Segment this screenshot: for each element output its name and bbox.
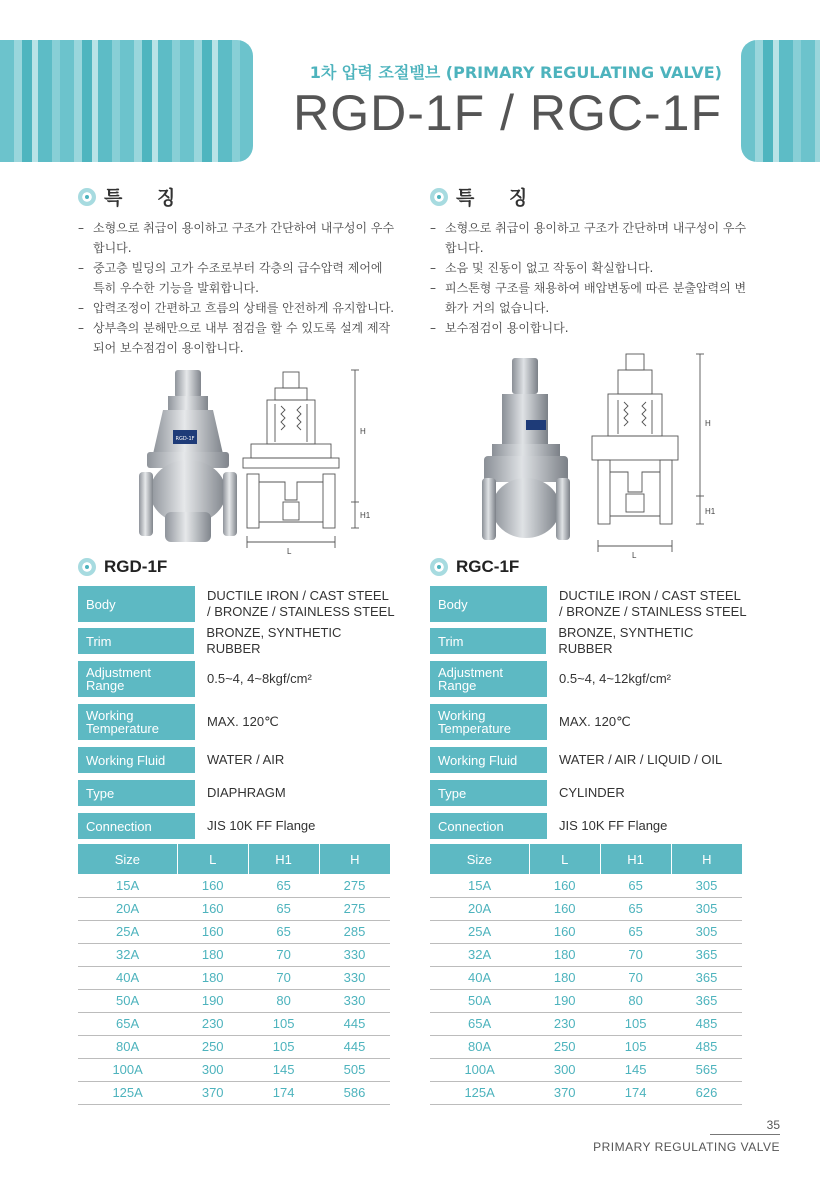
table-cell: 65	[600, 874, 671, 897]
table-cell: 180	[177, 943, 248, 966]
table-cell: 160	[177, 874, 248, 897]
table-cell: 174	[248, 1081, 319, 1104]
table-cell: 70	[248, 943, 319, 966]
table-cell: 330	[319, 943, 390, 966]
feature-item: – 소음 및 진동이 없고 작동이 확실합니다.	[430, 258, 748, 278]
footer-divider	[710, 1134, 780, 1135]
table-row	[430, 943, 742, 966]
dim-label-l: L	[632, 551, 637, 560]
footer-label: PRIMARY REGULATING VALVE	[593, 1140, 780, 1154]
table-cell: 250	[177, 1035, 248, 1058]
table-cell: 70	[600, 943, 671, 966]
spec-row	[430, 625, 750, 656]
table-cell: 50A	[430, 989, 529, 1012]
spec-row	[78, 813, 398, 839]
section-bullet-icon	[430, 558, 448, 576]
column-header: Size	[430, 844, 529, 874]
features-heading: 특 징	[104, 187, 190, 209]
table-cell: 15A	[78, 874, 177, 897]
dim-label-h1: H1	[705, 507, 716, 516]
table-cell: 105	[600, 1012, 671, 1035]
table-row	[78, 1035, 390, 1058]
table-cell: 20A	[78, 897, 177, 920]
svg-text:RGD-1F: RGD-1F	[175, 436, 195, 442]
spec-value: MAX. 120℃	[207, 714, 279, 729]
feature-item: – 피스톤형 구조를 채용하여 배압변동에 따른 분출압력의 변화가 거의 없습니다.	[430, 278, 748, 318]
nameplate	[526, 420, 546, 430]
table-row	[430, 989, 742, 1012]
table-cell: 230	[177, 1012, 248, 1035]
spec-value: DUCTILE IRON / CAST STEEL / BRONZE / STAINLESS STEEL	[207, 588, 395, 619]
spec-table-right	[430, 586, 750, 846]
table-cell: 174	[600, 1081, 671, 1104]
dimension-table-left	[78, 844, 390, 1105]
table-cell: 180	[529, 943, 600, 966]
table-cell: 285	[319, 920, 390, 943]
spec-value: WATER / AIR / LIQUID / OIL	[559, 752, 723, 767]
table-cell: 180	[177, 966, 248, 989]
spec-label: Adjustment Range	[78, 661, 195, 697]
spec-label: Adjustment Range	[430, 661, 547, 697]
spec-row	[430, 747, 750, 773]
table-cell: 65	[248, 920, 319, 943]
page-subtitle: 1차 압력 조절밸브 (PRIMARY REGULATING VALVE)	[309, 63, 722, 82]
features-section-right	[430, 183, 748, 338]
feature-item: – 압력조정이 간편하고 흐름의 상태를 안전하게 유지합니다.	[78, 298, 396, 318]
table-row	[430, 1058, 742, 1081]
table-cell: 445	[319, 1012, 390, 1035]
table-cell: 80A	[78, 1035, 177, 1058]
table-cell: 330	[319, 989, 390, 1012]
feature-item: – 중고층 빌딩의 고가 수조로부터 각층의 급수압력 제어에 특히 우수한 기능을 발휘합니다.	[78, 258, 396, 298]
table-cell: 160	[529, 874, 600, 897]
spec-label: Type	[430, 780, 547, 806]
table-cell: 125A	[78, 1081, 177, 1104]
column-header: L	[177, 844, 248, 874]
table-cell: 80	[248, 989, 319, 1012]
features-heading: 특 징	[456, 187, 542, 209]
table-cell: 565	[671, 1058, 742, 1081]
dim-label-h: H	[705, 419, 711, 428]
header-decor-band-right	[741, 40, 820, 162]
table-row	[430, 920, 742, 943]
table-cell: 180	[529, 966, 600, 989]
table-cell: 100A	[78, 1058, 177, 1081]
table-cell: 300	[177, 1058, 248, 1081]
table-cell: 190	[529, 989, 600, 1012]
rgd-1f-product-illustration	[135, 362, 390, 558]
table-cell: 626	[671, 1081, 742, 1104]
model-title: RGC-1F	[456, 557, 520, 576]
table-cell: 25A	[78, 920, 177, 943]
table-row	[78, 874, 390, 897]
table-cell: 32A	[430, 943, 529, 966]
spec-row	[78, 586, 398, 622]
table-cell: 65	[248, 897, 319, 920]
column-header: H	[671, 844, 742, 874]
rgd-sectional-drawing	[243, 370, 359, 548]
table-row	[430, 874, 742, 897]
table-row	[78, 966, 390, 989]
table-cell: 190	[177, 989, 248, 1012]
table-row	[430, 1081, 742, 1104]
table-cell: 65	[600, 897, 671, 920]
column-header: L	[529, 844, 600, 874]
table-cell: 40A	[78, 966, 177, 989]
table-cell: 65	[248, 874, 319, 897]
table-cell: 300	[529, 1058, 600, 1081]
table-cell: 365	[671, 966, 742, 989]
rgc-sectional-drawing	[592, 354, 704, 552]
model-title: RGD-1F	[104, 557, 168, 576]
spec-row	[78, 704, 398, 740]
table-cell: 275	[319, 874, 390, 897]
spec-label: Connection	[78, 813, 195, 839]
table-row	[78, 1058, 390, 1081]
table-cell: 485	[671, 1035, 742, 1058]
page-number: 35	[766, 1118, 780, 1132]
spec-row	[78, 625, 398, 656]
spec-value: BRONZE, SYNTHETIC RUBBER	[206, 625, 342, 656]
table-cell: 230	[529, 1012, 600, 1035]
table-cell: 305	[671, 920, 742, 943]
table-cell: 365	[671, 943, 742, 966]
table-cell: 275	[319, 897, 390, 920]
table-cell: 105	[248, 1012, 319, 1035]
spec-value: MAX. 120℃	[559, 714, 631, 729]
spec-label: Type	[78, 780, 195, 806]
table-cell: 305	[671, 897, 742, 920]
spec-row	[430, 586, 750, 622]
table-row	[430, 1035, 742, 1058]
table-cell: 65	[600, 920, 671, 943]
spec-row	[430, 813, 750, 839]
table-cell: 145	[600, 1058, 671, 1081]
spec-label: Working Temperature	[430, 704, 547, 740]
spec-label: Body	[430, 586, 547, 622]
dim-label-h: H	[360, 427, 366, 436]
table-cell: 365	[671, 989, 742, 1012]
rgc-1f-product-illustration	[480, 350, 742, 560]
table-cell: 160	[177, 897, 248, 920]
model-heading-right	[430, 557, 519, 577]
spec-value: WATER / AIR	[207, 752, 285, 767]
table-row	[78, 1081, 390, 1104]
table-cell: 105	[248, 1035, 319, 1058]
valve-photo-rgc	[482, 358, 570, 540]
table-cell: 70	[248, 966, 319, 989]
spec-value: DUCTILE IRON / CAST STEEL / BRONZE / STAINLESS STEEL	[559, 588, 747, 619]
table-cell: 105	[600, 1035, 671, 1058]
table-cell: 160	[529, 897, 600, 920]
column-header: H	[319, 844, 390, 874]
table-cell: 15A	[430, 874, 529, 897]
column-header: H1	[600, 844, 671, 874]
spec-label: Body	[78, 586, 195, 622]
spec-row	[430, 780, 750, 806]
table-cell: 370	[529, 1081, 600, 1104]
table-row	[430, 966, 742, 989]
column-header: H1	[248, 844, 319, 874]
table-row	[78, 920, 390, 943]
spec-row	[78, 747, 398, 773]
section-bullet-icon	[78, 558, 96, 576]
table-cell: 505	[319, 1058, 390, 1081]
page-title: RGD-1F / RGC-1F	[293, 85, 722, 141]
feature-item: – 소형으로 취급이 용이하고 구조가 간단하며 내구성이 우수합니다.	[430, 218, 748, 258]
spec-value: DIAPHRAGM	[207, 785, 286, 800]
table-cell: 250	[529, 1035, 600, 1058]
table-row	[430, 897, 742, 920]
table-cell: 370	[177, 1081, 248, 1104]
spec-value: CYLINDER	[559, 785, 625, 800]
table-cell: 160	[529, 920, 600, 943]
spec-row	[430, 704, 750, 740]
spec-table-left	[78, 586, 398, 846]
table-cell: 70	[600, 966, 671, 989]
table-row	[78, 1012, 390, 1035]
spec-row	[430, 661, 750, 697]
features-section-left	[78, 183, 396, 358]
table-cell: 40A	[430, 966, 529, 989]
table-cell: 25A	[430, 920, 529, 943]
table-row	[78, 897, 390, 920]
table-cell: 50A	[78, 989, 177, 1012]
table-cell: 330	[319, 966, 390, 989]
dimension-table-right	[430, 844, 742, 1105]
features-list	[430, 218, 748, 338]
spec-value: JIS 10K FF Flange	[207, 818, 316, 833]
table-cell: 160	[177, 920, 248, 943]
table-cell: 65A	[78, 1012, 177, 1035]
table-cell: 100A	[430, 1058, 529, 1081]
feature-item: – 상부측의 분해만으로 내부 점검을 할 수 있도록 설계 제작되어 보수점검이 용이합니다.	[78, 318, 396, 358]
spec-label: Working Fluid	[430, 747, 547, 773]
table-cell: 305	[671, 874, 742, 897]
dim-label-h1: H1	[360, 511, 371, 520]
spec-label: Trim	[78, 628, 194, 654]
column-header: Size	[78, 844, 177, 874]
table-cell: 20A	[430, 897, 529, 920]
dim-label-l: L	[287, 547, 292, 556]
spec-row	[78, 780, 398, 806]
spec-label: Connection	[430, 813, 547, 839]
spec-value: 0.5~4, 4~12kgf/cm²	[559, 671, 672, 686]
feature-item: – 소형으로 취급이 용이하고 구조가 간단하여 내구성이 우수합니다.	[78, 218, 396, 258]
spec-value: JIS 10K FF Flange	[559, 818, 668, 833]
table-cell: 65A	[430, 1012, 529, 1035]
table-cell: 445	[319, 1035, 390, 1058]
features-list	[78, 218, 396, 358]
table-cell: 32A	[78, 943, 177, 966]
header-decor-band-left	[0, 40, 253, 162]
table-row	[78, 943, 390, 966]
table-cell: 80A	[430, 1035, 529, 1058]
spec-row	[78, 661, 398, 697]
table-cell: 145	[248, 1058, 319, 1081]
spec-label: Working Fluid	[78, 747, 195, 773]
spec-value: BRONZE, SYNTHETIC RUBBER	[558, 625, 694, 656]
table-cell: 586	[319, 1081, 390, 1104]
spec-label: Working Temperature	[78, 704, 195, 740]
model-heading-left	[78, 557, 167, 577]
table-cell: 80	[600, 989, 671, 1012]
table-cell: 485	[671, 1012, 742, 1035]
table-row	[430, 1012, 742, 1035]
table-cell: 125A	[430, 1081, 529, 1104]
feature-item: – 보수점검이 용이합니다.	[430, 318, 748, 338]
valve-photo-rgd	[139, 370, 237, 542]
spec-value: 0.5~4, 4~8kgf/cm²	[207, 671, 312, 686]
section-bullet-icon	[430, 188, 448, 206]
spec-label: Trim	[430, 628, 546, 654]
section-bullet-icon	[78, 188, 96, 206]
table-row	[78, 989, 390, 1012]
